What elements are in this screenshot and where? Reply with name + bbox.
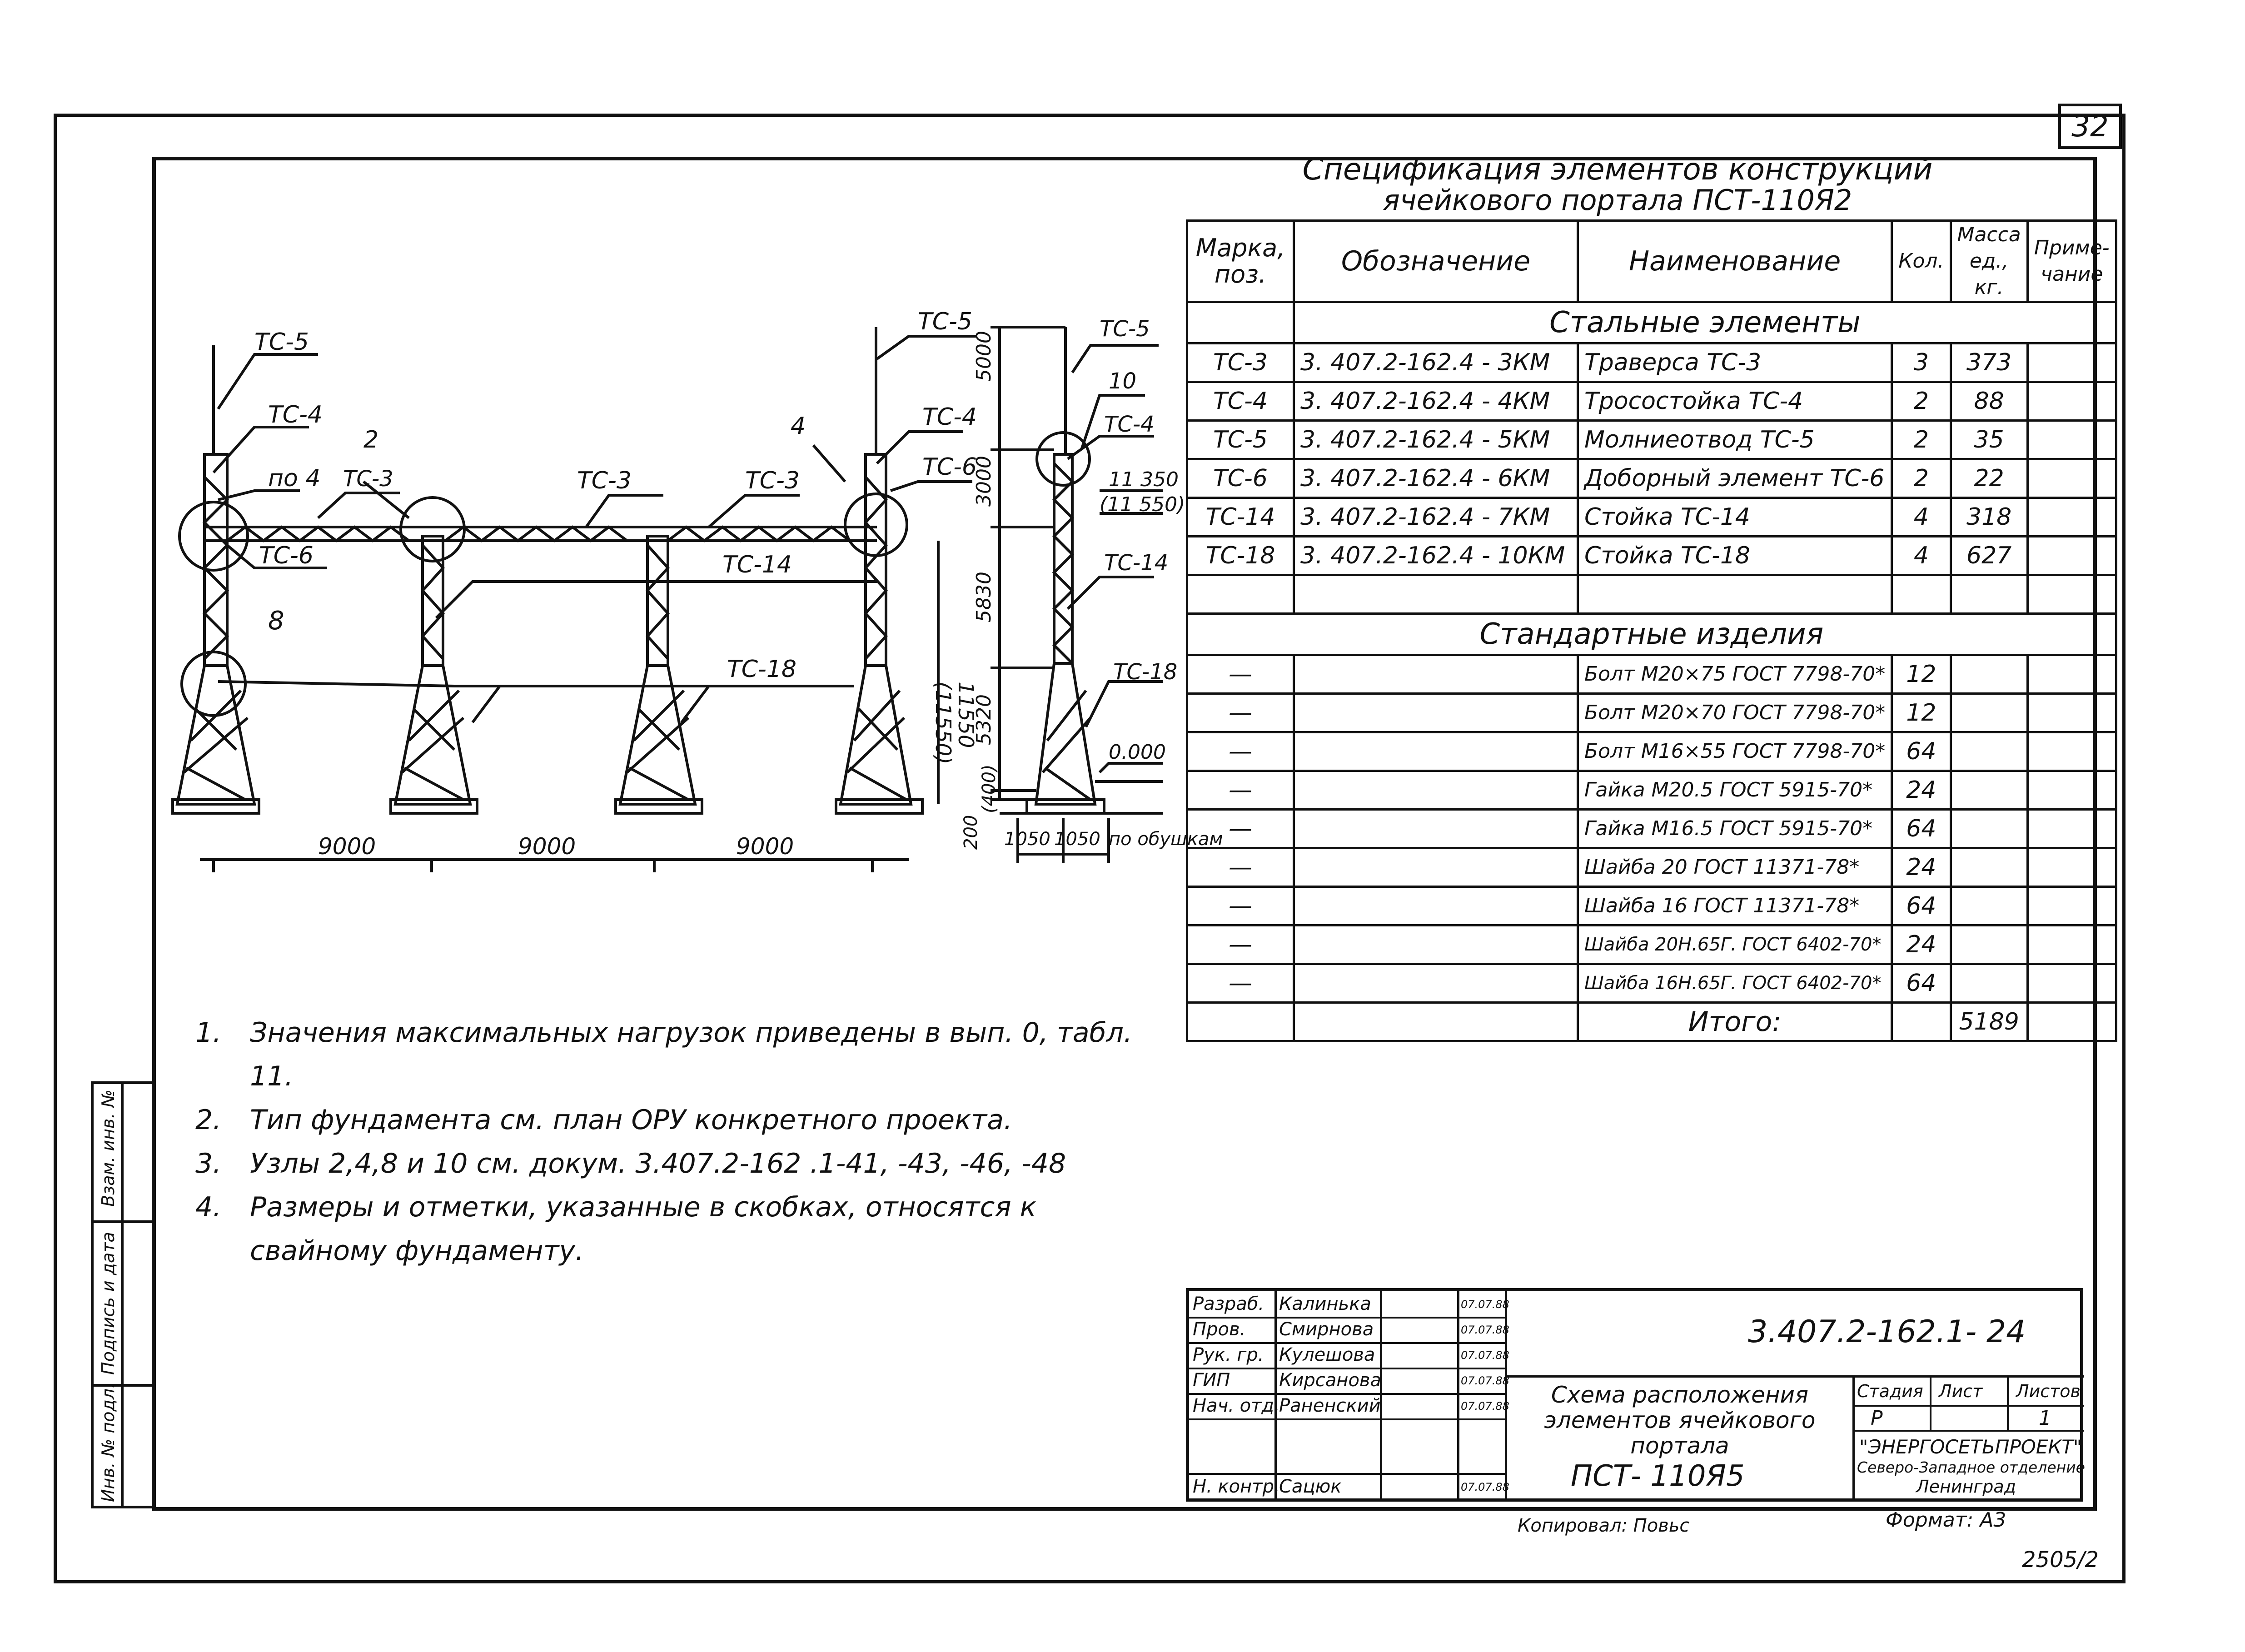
cell-name: Тросостойка ТС-4 bbox=[1578, 382, 1892, 421]
header-note: Приме- чание bbox=[2027, 221, 2116, 302]
cell-mark: ТС-14 bbox=[1187, 498, 1294, 537]
side-stamp bbox=[91, 1081, 154, 1508]
label-tc4-right: ТС-4 bbox=[922, 403, 977, 431]
label-tc5-right: ТС-5 bbox=[918, 308, 972, 335]
label-tc4-left: ТС-4 bbox=[268, 401, 323, 428]
total-label: Итого: bbox=[1578, 1003, 1892, 1041]
cell-name: Шайба 16Н.65Г. ГОСТ 6402-70* bbox=[1578, 964, 1892, 1003]
cell-qty: 2 bbox=[1892, 421, 1951, 459]
cell-mass: 22 bbox=[1951, 459, 2027, 498]
cell-qty: 64 bbox=[1892, 732, 1951, 771]
side-label-tc14: ТС-14 bbox=[1104, 550, 1169, 576]
height-main: 11550 bbox=[954, 682, 978, 748]
cell-qty: 64 bbox=[1892, 964, 1951, 1003]
mark-11350: 11 350 bbox=[1109, 468, 1179, 491]
cell-name: Молниеотвод ТС-5 bbox=[1578, 421, 1892, 459]
note-text: Узлы 2,4,8 и 10 см. докум. 3.407.2-162 .1-41, -43, -46, -48 bbox=[250, 1148, 1066, 1179]
cell-designation: 3. 407.2-162.4 - 6КМ bbox=[1294, 459, 1578, 498]
cell-mass: 373 bbox=[1951, 343, 2027, 382]
signer-date: 07.07.88 bbox=[1461, 1324, 1509, 1336]
bottom-id: 2505/2 bbox=[2022, 1547, 2099, 1572]
mark-0000: 0.000 bbox=[1109, 741, 1166, 764]
label-node-8: 8 bbox=[268, 606, 284, 636]
base-dim-2: 1050 bbox=[1054, 829, 1100, 850]
signer-role: Рук. гр. bbox=[1193, 1344, 1264, 1365]
header-designation: Обозначение bbox=[1294, 221, 1578, 302]
cell-qty: 64 bbox=[1892, 810, 1951, 848]
span-dim-1: 9000 bbox=[318, 833, 376, 860]
cell-name: Шайба 20 ГОСТ 11371-78* bbox=[1578, 848, 1892, 887]
side-dim-5830: 5830 bbox=[972, 572, 996, 622]
sheets-header: Листов bbox=[2016, 1381, 2081, 1401]
side-dim-5320: 5320 bbox=[972, 694, 996, 745]
cell-mark: — bbox=[1187, 926, 1294, 964]
cell-mark: ТС-3 bbox=[1187, 343, 1294, 382]
cell-mark: — bbox=[1187, 655, 1294, 694]
note-item bbox=[195, 1011, 1172, 1098]
label-tc6-right: ТС-6 bbox=[922, 453, 977, 481]
signer-date: 07.07.88 bbox=[1461, 1400, 1509, 1413]
side-stamp-inv: Инв. № подл. bbox=[98, 1383, 118, 1502]
cell-qty: 2 bbox=[1892, 382, 1951, 421]
cell-name: Стойка ТС-18 bbox=[1578, 537, 1892, 575]
cell-mass: 318 bbox=[1951, 498, 2027, 537]
label-tc3-right: ТС-3 bbox=[745, 467, 800, 494]
cell-mass: 35 bbox=[1951, 421, 2027, 459]
page-number: 32 bbox=[2058, 104, 2122, 149]
doc-code: 3.407.2-162.1- 24 bbox=[1748, 1314, 2026, 1350]
side-stamp-replace: Взам. инв. № bbox=[98, 1089, 118, 1207]
cell-name: Шайба 16 ГОСТ 11371-78* bbox=[1578, 887, 1892, 926]
cell-designation: 3. 407.2-162.4 - 3КМ bbox=[1294, 343, 1578, 382]
org-division: Северо-Западное отделение bbox=[1857, 1458, 2085, 1476]
cell-qty: 24 bbox=[1892, 926, 1951, 964]
title-block bbox=[1186, 1288, 2083, 1502]
signer-role: Пров. bbox=[1193, 1319, 1246, 1340]
signer-name: Смирнова bbox=[1279, 1319, 1374, 1340]
cell-qty: 4 bbox=[1892, 498, 1951, 537]
cell-mark: ТС-6 bbox=[1187, 459, 1294, 498]
side-label-tc4: ТС-4 bbox=[1104, 412, 1155, 437]
label-tc3-left: ТС-3 bbox=[343, 466, 393, 492]
cell-designation: 3. 407.2-162.4 - 4КМ bbox=[1294, 382, 1578, 421]
cell-qty: 24 bbox=[1892, 771, 1951, 810]
cell-name: Болт М20×75 ГОСТ 7798-70* bbox=[1578, 655, 1892, 694]
cell-mark: — bbox=[1187, 848, 1294, 887]
spec-subtitle: ячейкового портала ПСТ-110Я2 bbox=[1383, 184, 1852, 217]
signer-role: Н. контр. bbox=[1193, 1476, 1280, 1497]
doc-title-code: ПСТ- 110Я5 bbox=[1571, 1459, 1745, 1493]
cell-name: Болт М16×55 ГОСТ 7798-70* bbox=[1578, 732, 1892, 771]
note-item bbox=[195, 1142, 1172, 1185]
note-number: 4. bbox=[195, 1191, 222, 1223]
cell-designation: 3. 407.2-162.4 - 10КМ bbox=[1294, 537, 1578, 575]
header-mass: Масса ед., кг. bbox=[1951, 221, 2027, 302]
header-name: Наименование bbox=[1578, 221, 1892, 302]
section-steel-title: Стальные элементы bbox=[1294, 302, 2116, 343]
label-node-2: 2 bbox=[363, 426, 379, 453]
cell-designation: 3. 407.2-162.4 - 7КМ bbox=[1294, 498, 1578, 537]
note-item bbox=[195, 1185, 1172, 1273]
total-mass: 5189 bbox=[1951, 1003, 2027, 1041]
signer-role: Нач. отд. bbox=[1193, 1395, 1280, 1416]
sheet-header: Лист bbox=[1939, 1381, 1983, 1401]
doc-title: Схема расположения элементов ячейкового портала bbox=[1544, 1382, 1816, 1459]
cell-mark: ТС-5 bbox=[1187, 421, 1294, 459]
signer-role: ГИП bbox=[1193, 1370, 1230, 1391]
cell-mark: ТС-4 bbox=[1187, 382, 1294, 421]
signer-role: Разраб. bbox=[1193, 1294, 1264, 1314]
side-stamp-signature: Подпись и дата bbox=[98, 1232, 118, 1375]
cell-mass: 88 bbox=[1951, 382, 2027, 421]
format-label: Формат: А3 bbox=[1886, 1508, 2006, 1532]
cell-name: Гайка М16.5 ГОСТ 5915-70* bbox=[1578, 810, 1892, 848]
org-name: "ЭНЕРГОСЕТЬПРОЕКТ" bbox=[1859, 1436, 2082, 1458]
cell-mark: — bbox=[1187, 771, 1294, 810]
header-mark: Марка, поз. bbox=[1187, 221, 1294, 302]
signer-name: Раненский bbox=[1279, 1395, 1381, 1416]
side-dim-5000: 5000 bbox=[972, 331, 996, 382]
side-dim-400: (400) bbox=[979, 764, 1000, 813]
height-pile: (11550) bbox=[931, 682, 956, 765]
cell-mass: 627 bbox=[1951, 537, 2027, 575]
org-city: Ленинград bbox=[1916, 1477, 2016, 1497]
signer-name: Кирсанова bbox=[1279, 1370, 1381, 1391]
stage-header: Стадия bbox=[1857, 1381, 1923, 1401]
note-number: 2. bbox=[195, 1104, 222, 1136]
side-label-tc5: ТС-5 bbox=[1100, 316, 1150, 342]
cell-mark: — bbox=[1187, 887, 1294, 926]
signer-date: 07.07.88 bbox=[1461, 1298, 1509, 1311]
cell-qty: 64 bbox=[1892, 887, 1951, 926]
side-label-10: 10 bbox=[1109, 368, 1137, 394]
base-dim-1: 1050 bbox=[1004, 829, 1050, 850]
note-number: 3. bbox=[195, 1148, 222, 1179]
note-text: Тип фундамента см. план ОРУ конкретного проекта. bbox=[250, 1104, 1013, 1136]
stage-value: Р bbox=[1871, 1407, 1883, 1430]
cell-qty: 2 bbox=[1892, 459, 1951, 498]
label-tc6-left: ТС-6 bbox=[259, 542, 314, 569]
cell-designation: 3. 407.2-162.4 - 5КМ bbox=[1294, 421, 1578, 459]
cell-qty: 12 bbox=[1892, 694, 1951, 732]
label-tc3-mid: ТС-3 bbox=[577, 467, 632, 494]
side-label-tc18: ТС-18 bbox=[1113, 659, 1178, 685]
signer-name: Сацюк bbox=[1279, 1476, 1342, 1497]
side-dim-3000: 3000 bbox=[972, 456, 996, 507]
cell-mark: — bbox=[1187, 810, 1294, 848]
span-dim-2: 9000 bbox=[518, 833, 576, 860]
note-text: Значения максимальных нагрузок приведены в вып. 0, табл. 11. bbox=[250, 1017, 1133, 1092]
cell-mark: — bbox=[1187, 694, 1294, 732]
note-item bbox=[195, 1098, 1172, 1142]
label-tc5-left: ТС-5 bbox=[254, 328, 309, 356]
cell-name: Шайба 20Н.65Г. ГОСТ 6402-70* bbox=[1578, 926, 1892, 964]
cell-name: Гайка М20.5 ГОСТ 5915-70* bbox=[1578, 771, 1892, 810]
spec-title: Спецификация элементов конструкций bbox=[1302, 152, 1933, 187]
signer-date: 07.07.88 bbox=[1461, 1349, 1509, 1362]
cell-name: Стойка ТС-14 bbox=[1578, 498, 1892, 537]
note-number: 1. bbox=[195, 1017, 222, 1049]
copied-by: Копировал: Повьс bbox=[1518, 1515, 1690, 1536]
signer-date: 07.07.88 bbox=[1461, 1481, 1509, 1493]
cell-name: Болт М20×70 ГОСТ 7798-70* bbox=[1578, 694, 1892, 732]
note-text: Размеры и отметки, указанные в скобках, относятся к свайному фундаменту. bbox=[250, 1191, 1036, 1267]
label-tc18: ТС-18 bbox=[727, 656, 797, 683]
label-node-4: 4 bbox=[791, 413, 806, 440]
signer-date: 07.07.88 bbox=[1461, 1374, 1509, 1387]
signer-name: Кулешова bbox=[1279, 1344, 1375, 1365]
section-std-title: Стандартные изделия bbox=[1187, 614, 2116, 655]
cell-qty: 4 bbox=[1892, 537, 1951, 575]
notes-list bbox=[195, 1011, 1172, 1273]
cell-name: Доборный элемент ТС-6 bbox=[1578, 459, 1892, 498]
cell-qty: 3 bbox=[1892, 343, 1951, 382]
label-po4: по 4 bbox=[268, 465, 321, 492]
cell-mark: — bbox=[1187, 732, 1294, 771]
cell-qty: 12 bbox=[1892, 655, 1951, 694]
signer-name: Калинька bbox=[1279, 1294, 1371, 1314]
cell-name: Траверса ТС-3 bbox=[1578, 343, 1892, 382]
label-tc14: ТС-14 bbox=[722, 551, 792, 578]
cell-mark: — bbox=[1187, 964, 1294, 1003]
sheets-value: 1 bbox=[2039, 1407, 2051, 1430]
header-qty: Кол. bbox=[1892, 221, 1951, 302]
cell-qty: 24 bbox=[1892, 848, 1951, 887]
side-dim-200: 200 bbox=[961, 815, 981, 850]
mark-11550: (11 550) bbox=[1100, 493, 1185, 516]
base-dim-note: по обушкам bbox=[1109, 829, 1223, 850]
cell-mark: ТС-18 bbox=[1187, 537, 1294, 575]
span-dim-3: 9000 bbox=[736, 833, 794, 860]
